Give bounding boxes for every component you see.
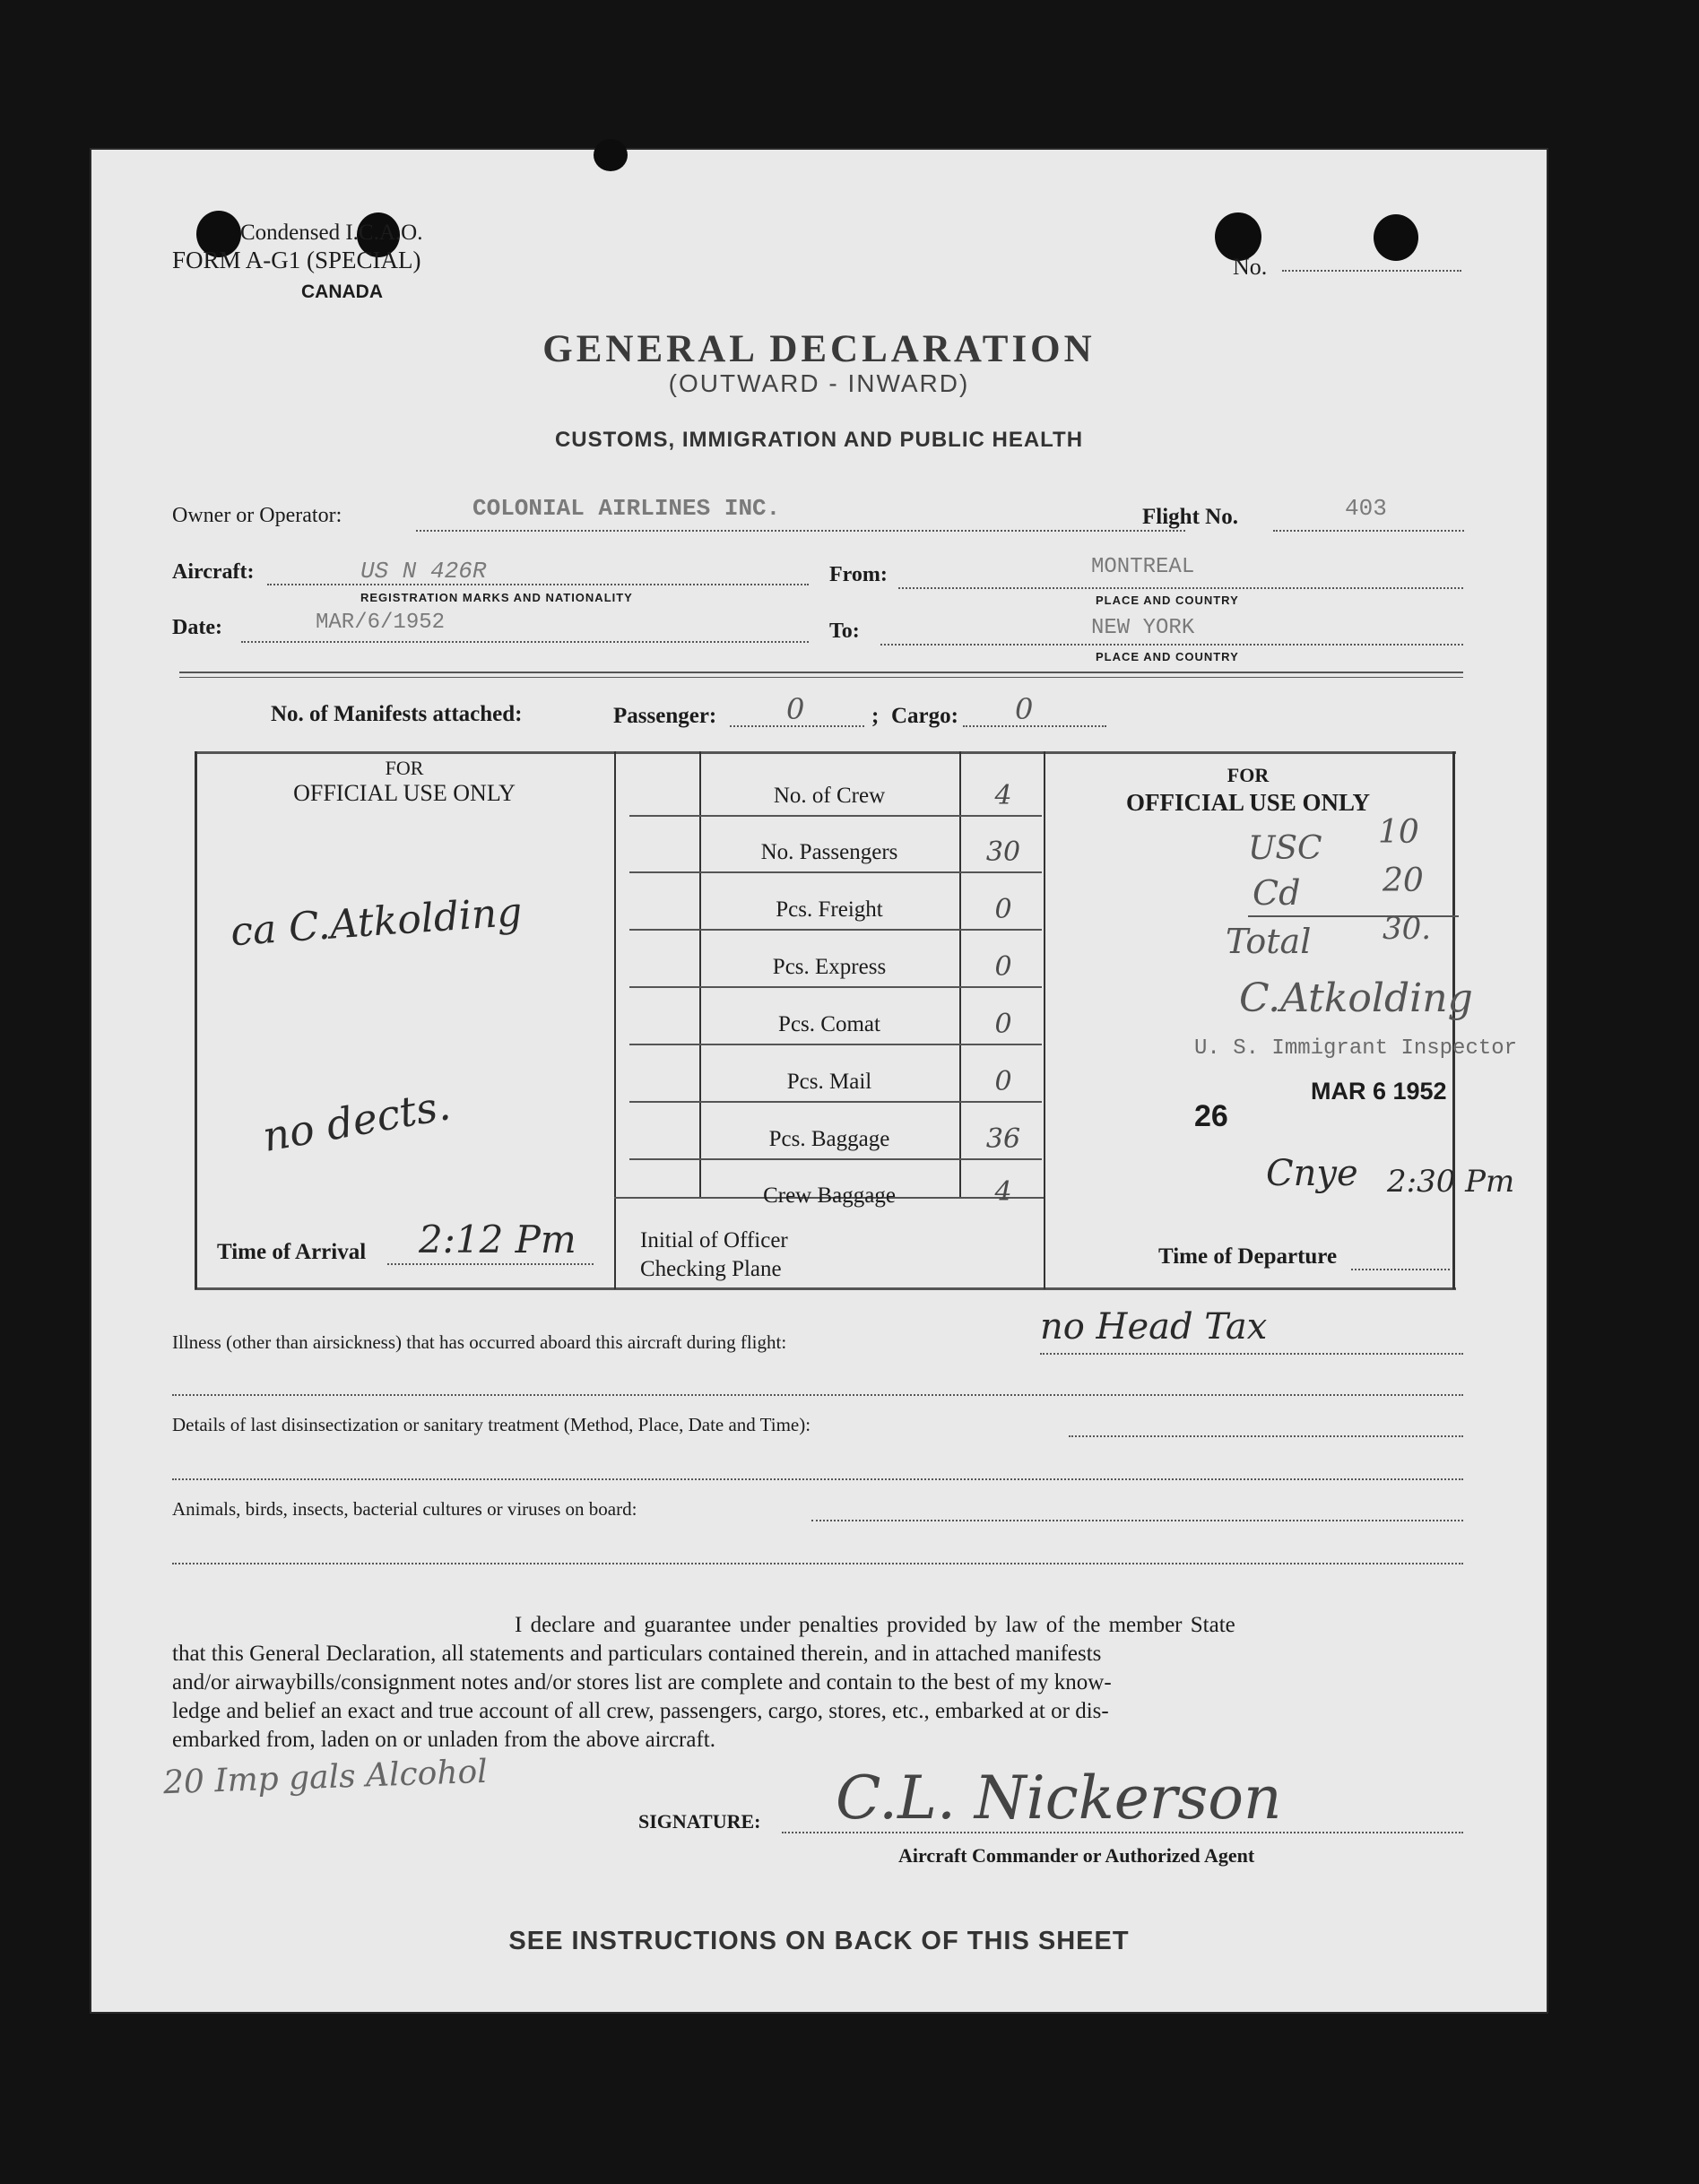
date-label: Date: — [172, 616, 222, 639]
illness-field-line2[interactable] — [172, 1394, 1463, 1396]
punch-hole — [594, 139, 628, 171]
manifests-label: No. of Manifests attached: — [271, 702, 523, 726]
from-label: From: — [829, 563, 888, 586]
punch-hole — [1374, 214, 1418, 261]
table-row-value: 4 — [994, 1176, 1012, 1208]
page-subtitle: (OUTWARD - INWARD) — [668, 369, 970, 397]
pencil-note: 20 Imp gals Alcohol — [162, 1753, 489, 1802]
animals-field-line2[interactable] — [172, 1563, 1463, 1564]
arrival-label: Time of Arrival — [217, 1240, 367, 1264]
form-country: CANADA — [301, 282, 383, 302]
declaration-line: and/or airwaybills/consignment notes and/or stores list are complete and contain to the best of my know- — [172, 1670, 1112, 1694]
arrival-value: 2:12 Pm — [419, 1218, 576, 1261]
table-row-label: Crew Baggage — [763, 1183, 896, 1208]
table-row-label: Pcs. Freight — [776, 897, 883, 922]
instructions-footer: SEE INSTRUCTIONS ON BACK OF THIS SHEET — [508, 1927, 1130, 1955]
cargo-manifest-label: Cargo: — [891, 704, 958, 728]
from-field[interactable] — [898, 587, 1463, 589]
table-row-label: Pcs. Express — [772, 955, 887, 979]
number-label: No. — [1233, 254, 1268, 280]
tally-label: Total — [1226, 922, 1312, 961]
aircraft-field[interactable] — [267, 584, 809, 585]
date-field[interactable] — [241, 641, 809, 643]
table-row-label: Pcs. Comat — [778, 1012, 880, 1036]
form-code-line1: Condensed I.C.A.O. — [240, 221, 423, 245]
form-sheet — [91, 150, 1547, 2012]
form-code-line2: FORM A-G1 (SPECIAL) — [172, 247, 421, 273]
table-row-value: 0 — [994, 894, 1012, 925]
table-row-label: Pcs. Mail — [786, 1070, 872, 1094]
illness-value: no Head Tax — [1040, 1306, 1268, 1348]
page-title: GENERAL DECLARATION — [542, 328, 1096, 370]
signature-caption: Aircraft Commander or Authorized Agent — [898, 1844, 1255, 1867]
owner-value: COLONIAL AIRLINES INC. — [472, 495, 781, 522]
arrival-field[interactable] — [387, 1263, 594, 1265]
tally-label: USC — [1248, 830, 1322, 867]
separator-rule — [179, 672, 1463, 673]
table-row-value: 0 — [994, 1009, 1012, 1040]
initial-label-2: Checking Plane — [640, 1257, 782, 1281]
to-label: To: — [829, 620, 860, 643]
signature-label: SIGNATURE: — [638, 1810, 761, 1833]
animals-field[interactable] — [811, 1520, 1463, 1521]
right-officer-signature: C.Atkolding — [1239, 975, 1473, 1021]
to-value: NEW YORK — [1091, 616, 1195, 640]
commander-signature: C.L. Nickerson — [836, 1764, 1282, 1833]
table-row-value: 30 — [985, 836, 1021, 868]
owner-label: Owner or Operator: — [172, 504, 342, 527]
tally-value: 20 — [1383, 862, 1424, 899]
owner-field[interactable] — [416, 530, 1185, 532]
declaration-line: that this General Declaration, all statements and particulars contained therein, and in attached manifests — [172, 1642, 1102, 1666]
disinsect-label: Details of last disinsectization or sanitary treatment (Method, Place, Date and Time): — [172, 1414, 811, 1435]
to-caption: PLACE AND COUNTRY — [1096, 650, 1239, 663]
table-row-label: Pcs. Baggage — [768, 1127, 890, 1151]
flight-field[interactable] — [1273, 530, 1464, 532]
left-official-label: OFFICIAL USE ONLY — [293, 780, 516, 806]
passenger-manifest-label: Passenger: — [613, 704, 717, 728]
right-for-label: FOR — [1227, 764, 1270, 786]
declaration-line: embarked from, laden on or unladen from the above aircraft. — [172, 1728, 715, 1752]
flight-label: Flight No. — [1142, 505, 1238, 529]
illness-label: Illness (other than airsickness) that has occurred aboard this aircraft during flight: — [172, 1331, 787, 1353]
official-use-table — [195, 751, 1518, 1289]
departure-field[interactable] — [1351, 1269, 1450, 1270]
illness-field[interactable] — [1040, 1353, 1463, 1355]
date-value: MAR/6/1952 — [316, 611, 446, 635]
animals-label: Animals, birds, insects, bacterial cultures or viruses on board: — [172, 1498, 637, 1520]
table-row-value: 0 — [994, 1066, 1012, 1097]
to-field[interactable] — [880, 644, 1463, 646]
tally-label: Cd — [1253, 873, 1301, 913]
left-for-label: FOR — [385, 757, 424, 779]
disinsect-field-line2[interactable] — [172, 1478, 1463, 1480]
passenger-manifest-value: 0 — [786, 692, 805, 726]
right-initials: Cnye — [1266, 1153, 1358, 1194]
table-row-label: No. Passengers — [760, 840, 898, 864]
number-field[interactable] — [1282, 270, 1461, 272]
declaration-line: ledge and belief an exact and true account of all crew, passengers, cargo, stores, etc., embarked at or dis- — [172, 1699, 1109, 1723]
inspector-stamp: U. S. Immigrant Inspector — [1194, 1036, 1518, 1061]
left-officer-signature: ca C.Atkolding — [229, 888, 524, 956]
section-heading: CUSTOMS, IMMIGRATION AND PUBLIC HEALTH — [554, 428, 1084, 452]
cargo-manifest-field[interactable] — [963, 725, 1106, 727]
flight-value: 403 — [1345, 495, 1387, 522]
aircraft-caption: REGISTRATION MARKS AND NATIONALITY — [360, 591, 633, 604]
cargo-manifest-value: 0 — [1015, 692, 1034, 726]
table-row-label: No. of Crew — [773, 784, 886, 808]
aircraft-label: Aircraft: — [172, 560, 255, 584]
disinsect-field[interactable] — [1069, 1435, 1463, 1437]
declaration-line: I declare and guarantee under penalties provided by law of the member State — [515, 1613, 1235, 1637]
from-value: MONTREAL — [1091, 555, 1195, 579]
table-row-value: 36 — [985, 1123, 1021, 1155]
separator-rule — [179, 677, 1463, 678]
aircraft-value: US N 426R — [360, 558, 487, 585]
table-row-value: 4 — [994, 780, 1012, 811]
tally-value: 10 — [1378, 814, 1419, 851]
table-row-value: 0 — [994, 951, 1012, 983]
tally-value: 30. — [1383, 911, 1432, 947]
stamp-number: 26 — [1194, 1099, 1228, 1133]
departure-label: Time of Departure — [1158, 1244, 1338, 1269]
left-note: no dects. — [258, 1080, 455, 1161]
from-caption: PLACE AND COUNTRY — [1096, 594, 1239, 607]
departure-time-note: 2:30 Pm — [1387, 1164, 1515, 1200]
manifest-separator: ; — [871, 704, 880, 728]
right-official-label: OFFICIAL USE ONLY — [1125, 789, 1371, 816]
stamp-date: MAR 6 1952 — [1311, 1078, 1447, 1105]
initial-label-1: Initial of Officer — [640, 1228, 788, 1252]
